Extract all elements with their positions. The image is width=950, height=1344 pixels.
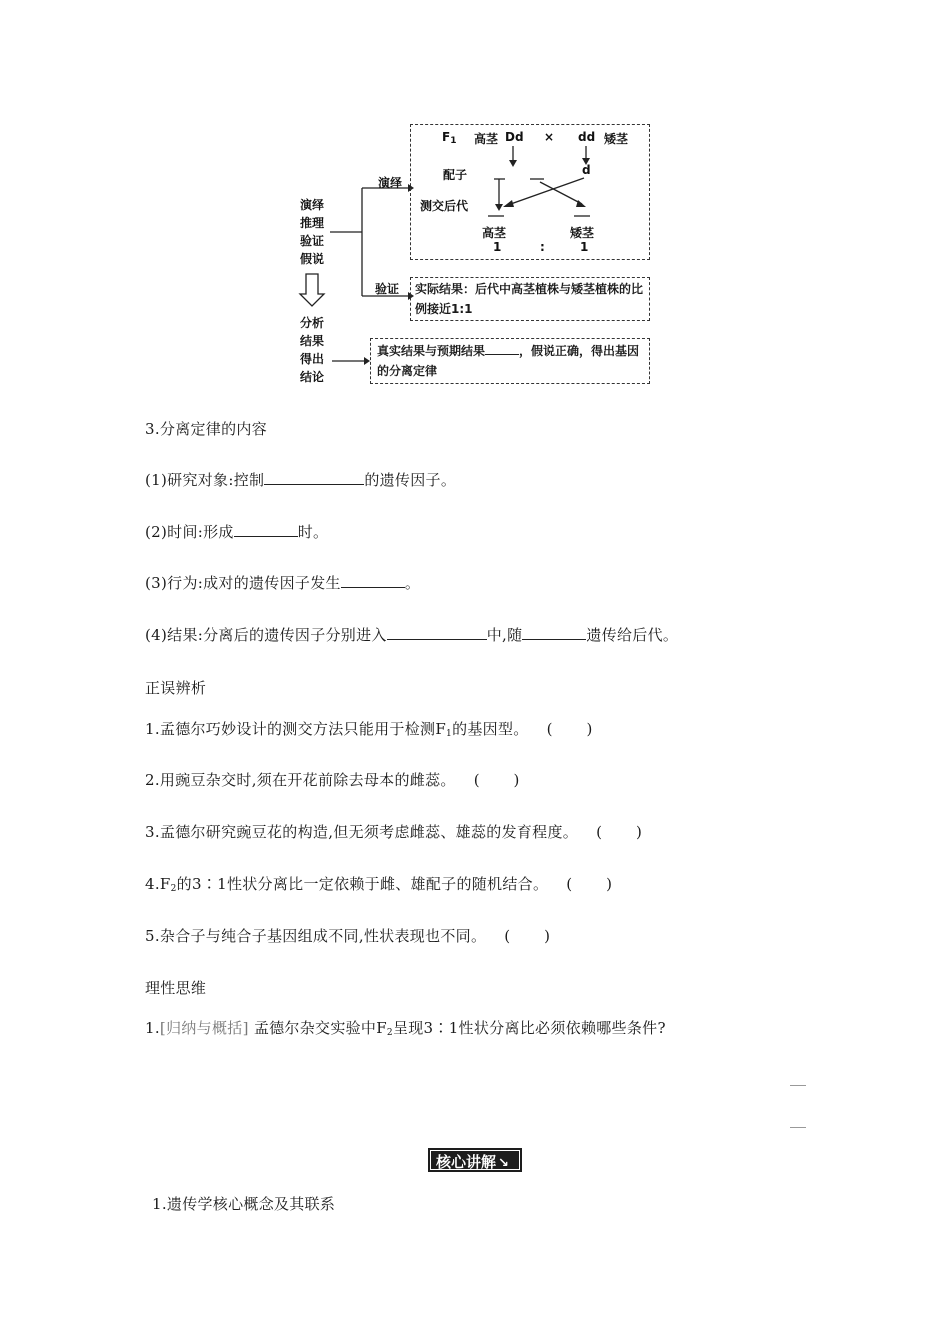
answer-paren-2[interactable]: ( ): [473, 771, 520, 789]
testcross-label: 测交后代: [420, 199, 469, 213]
thinking-title: 理性思维: [145, 979, 207, 997]
thinking-text-a: 孟德尔杂交实验中F: [253, 1019, 387, 1037]
stack-word-5: 分析: [300, 316, 325, 330]
thinking-q-num: 1.: [145, 1019, 160, 1037]
item1-text-b: 的遗传因子。: [364, 471, 457, 489]
section3-item3: [145, 572, 420, 593]
item3-blank[interactable]: [341, 573, 405, 588]
margin-mark-2: [790, 1127, 806, 1128]
item4-text-c: 遗传给后代。: [586, 626, 679, 644]
item2-text-b: 时。: [297, 523, 329, 541]
q2-text: 2.用豌豆杂交时,须在开花前除去母本的雌蕊。: [145, 771, 456, 789]
item4-text-a: (4)结果:分离后的遗传因子分别进入: [145, 626, 387, 644]
thinking-sub: 2: [386, 1028, 393, 1038]
q3-text: 3.孟德尔研究豌豆花的构造,但无须考虑雌蕊、雄蕊的发育程度。: [145, 823, 579, 841]
f1-label: $F_1$: [442, 130, 457, 146]
conclusion-text: [377, 341, 647, 381]
genotype-Dd: Dd: [505, 130, 524, 144]
section3-title: 3.分离定律的内容: [145, 420, 268, 438]
stack-word-1: 演绎: [300, 198, 325, 212]
down-right-arrow-icon: ↘: [498, 1156, 509, 1171]
offspring-short: 矮茎: [570, 226, 595, 240]
genotype-dd: dd: [578, 130, 596, 144]
left-stack-2: [300, 314, 324, 386]
item3-text-b: 。: [404, 574, 421, 592]
judge-q4: [145, 873, 612, 894]
answer-paren-3[interactable]: ( ): [596, 823, 642, 841]
item2-blank[interactable]: [234, 522, 298, 537]
q1-text-a: 1.孟德尔巧妙设计的测交方法只能用于检测F: [145, 720, 447, 738]
actual-result-text: 实际结果：后代中高茎植株与矮茎植株的比例接近1:1: [415, 282, 644, 316]
ratio-left: 1: [493, 240, 502, 254]
branch-label-deduction: 演绎: [378, 176, 403, 190]
judge-q2: [145, 769, 519, 790]
thinking-q1: [145, 1017, 666, 1038]
parent-short-label: 矮茎: [604, 132, 629, 146]
judge-q3: [145, 821, 642, 842]
section3-item2: [145, 521, 328, 542]
q4-sub: 2: [170, 884, 177, 894]
q1-text-b: 的基因型。: [452, 720, 529, 738]
answer-paren-5[interactable]: ( ): [504, 927, 551, 945]
gamete-d: d: [582, 163, 591, 177]
item4-blank-2[interactable]: [522, 625, 586, 640]
conclusion-blank[interactable]: [485, 342, 519, 355]
stack-word-4: 假说: [300, 252, 325, 266]
answer-paren-1[interactable]: ( ): [546, 720, 593, 738]
judge-title: 正误辨析: [145, 679, 207, 697]
ratio-right: 1: [580, 240, 589, 254]
stack-word-7: 得出: [300, 352, 325, 366]
thinking-text-b: 呈现3∶1性状分离比必须依赖哪些条件?: [392, 1019, 666, 1037]
parent-tall-label: 高茎: [474, 132, 499, 146]
section3-item1: [145, 469, 456, 490]
core-item1: 1.遗传学核心概念及其联系: [152, 1195, 336, 1213]
item2-text-a: (2)时间:形成: [145, 523, 234, 541]
item3-text-a: (3)行为:成对的遗传因子发生: [145, 574, 341, 592]
item1-text-a: (1)研究对象:控制: [145, 471, 265, 489]
cross-symbol: ×: [544, 130, 555, 144]
q4-text-b: 的3∶1性状分离比一定依赖于雌、雄配子的随机结合。: [176, 875, 549, 893]
item4-text-b: 中,随: [486, 626, 523, 644]
item4-blank-1[interactable]: [387, 625, 487, 640]
judge-q1: [145, 718, 592, 739]
offspring-tall: 高茎: [482, 226, 507, 240]
stack-word-3: 验证: [300, 234, 325, 248]
stack-word-2: 推理: [300, 216, 325, 230]
thinking-tag: [归纳与概括]: [159, 1019, 249, 1037]
core-badge-text: 核心讲解: [436, 1153, 497, 1171]
stack-word-8: 结论: [300, 370, 325, 384]
section3-item4: [145, 624, 678, 645]
conclusion-part-a: 真实结果与预期结果: [377, 344, 486, 358]
q1-sub: 1: [446, 729, 453, 739]
conclusion-part-b: ，假说正确，得出基因的分离定律: [377, 344, 640, 378]
gamete-label: 配子: [443, 168, 468, 182]
branch-label-verify: 验证: [375, 282, 400, 296]
core-explanation-badge: [428, 1148, 522, 1172]
margin-mark-1: [790, 1085, 806, 1086]
judge-q5: [145, 925, 550, 946]
answer-paren-4[interactable]: ( ): [566, 875, 612, 893]
ratio-colon: :: [540, 240, 545, 254]
item1-blank[interactable]: [264, 470, 364, 485]
left-stack-1: [300, 196, 324, 268]
q4-text-a: 4.F: [145, 875, 171, 893]
stack-word-6: 结果: [300, 334, 325, 348]
q5-text: 5.杂合子与纯合子基因组成不同,性状表现也不同。: [145, 927, 487, 945]
